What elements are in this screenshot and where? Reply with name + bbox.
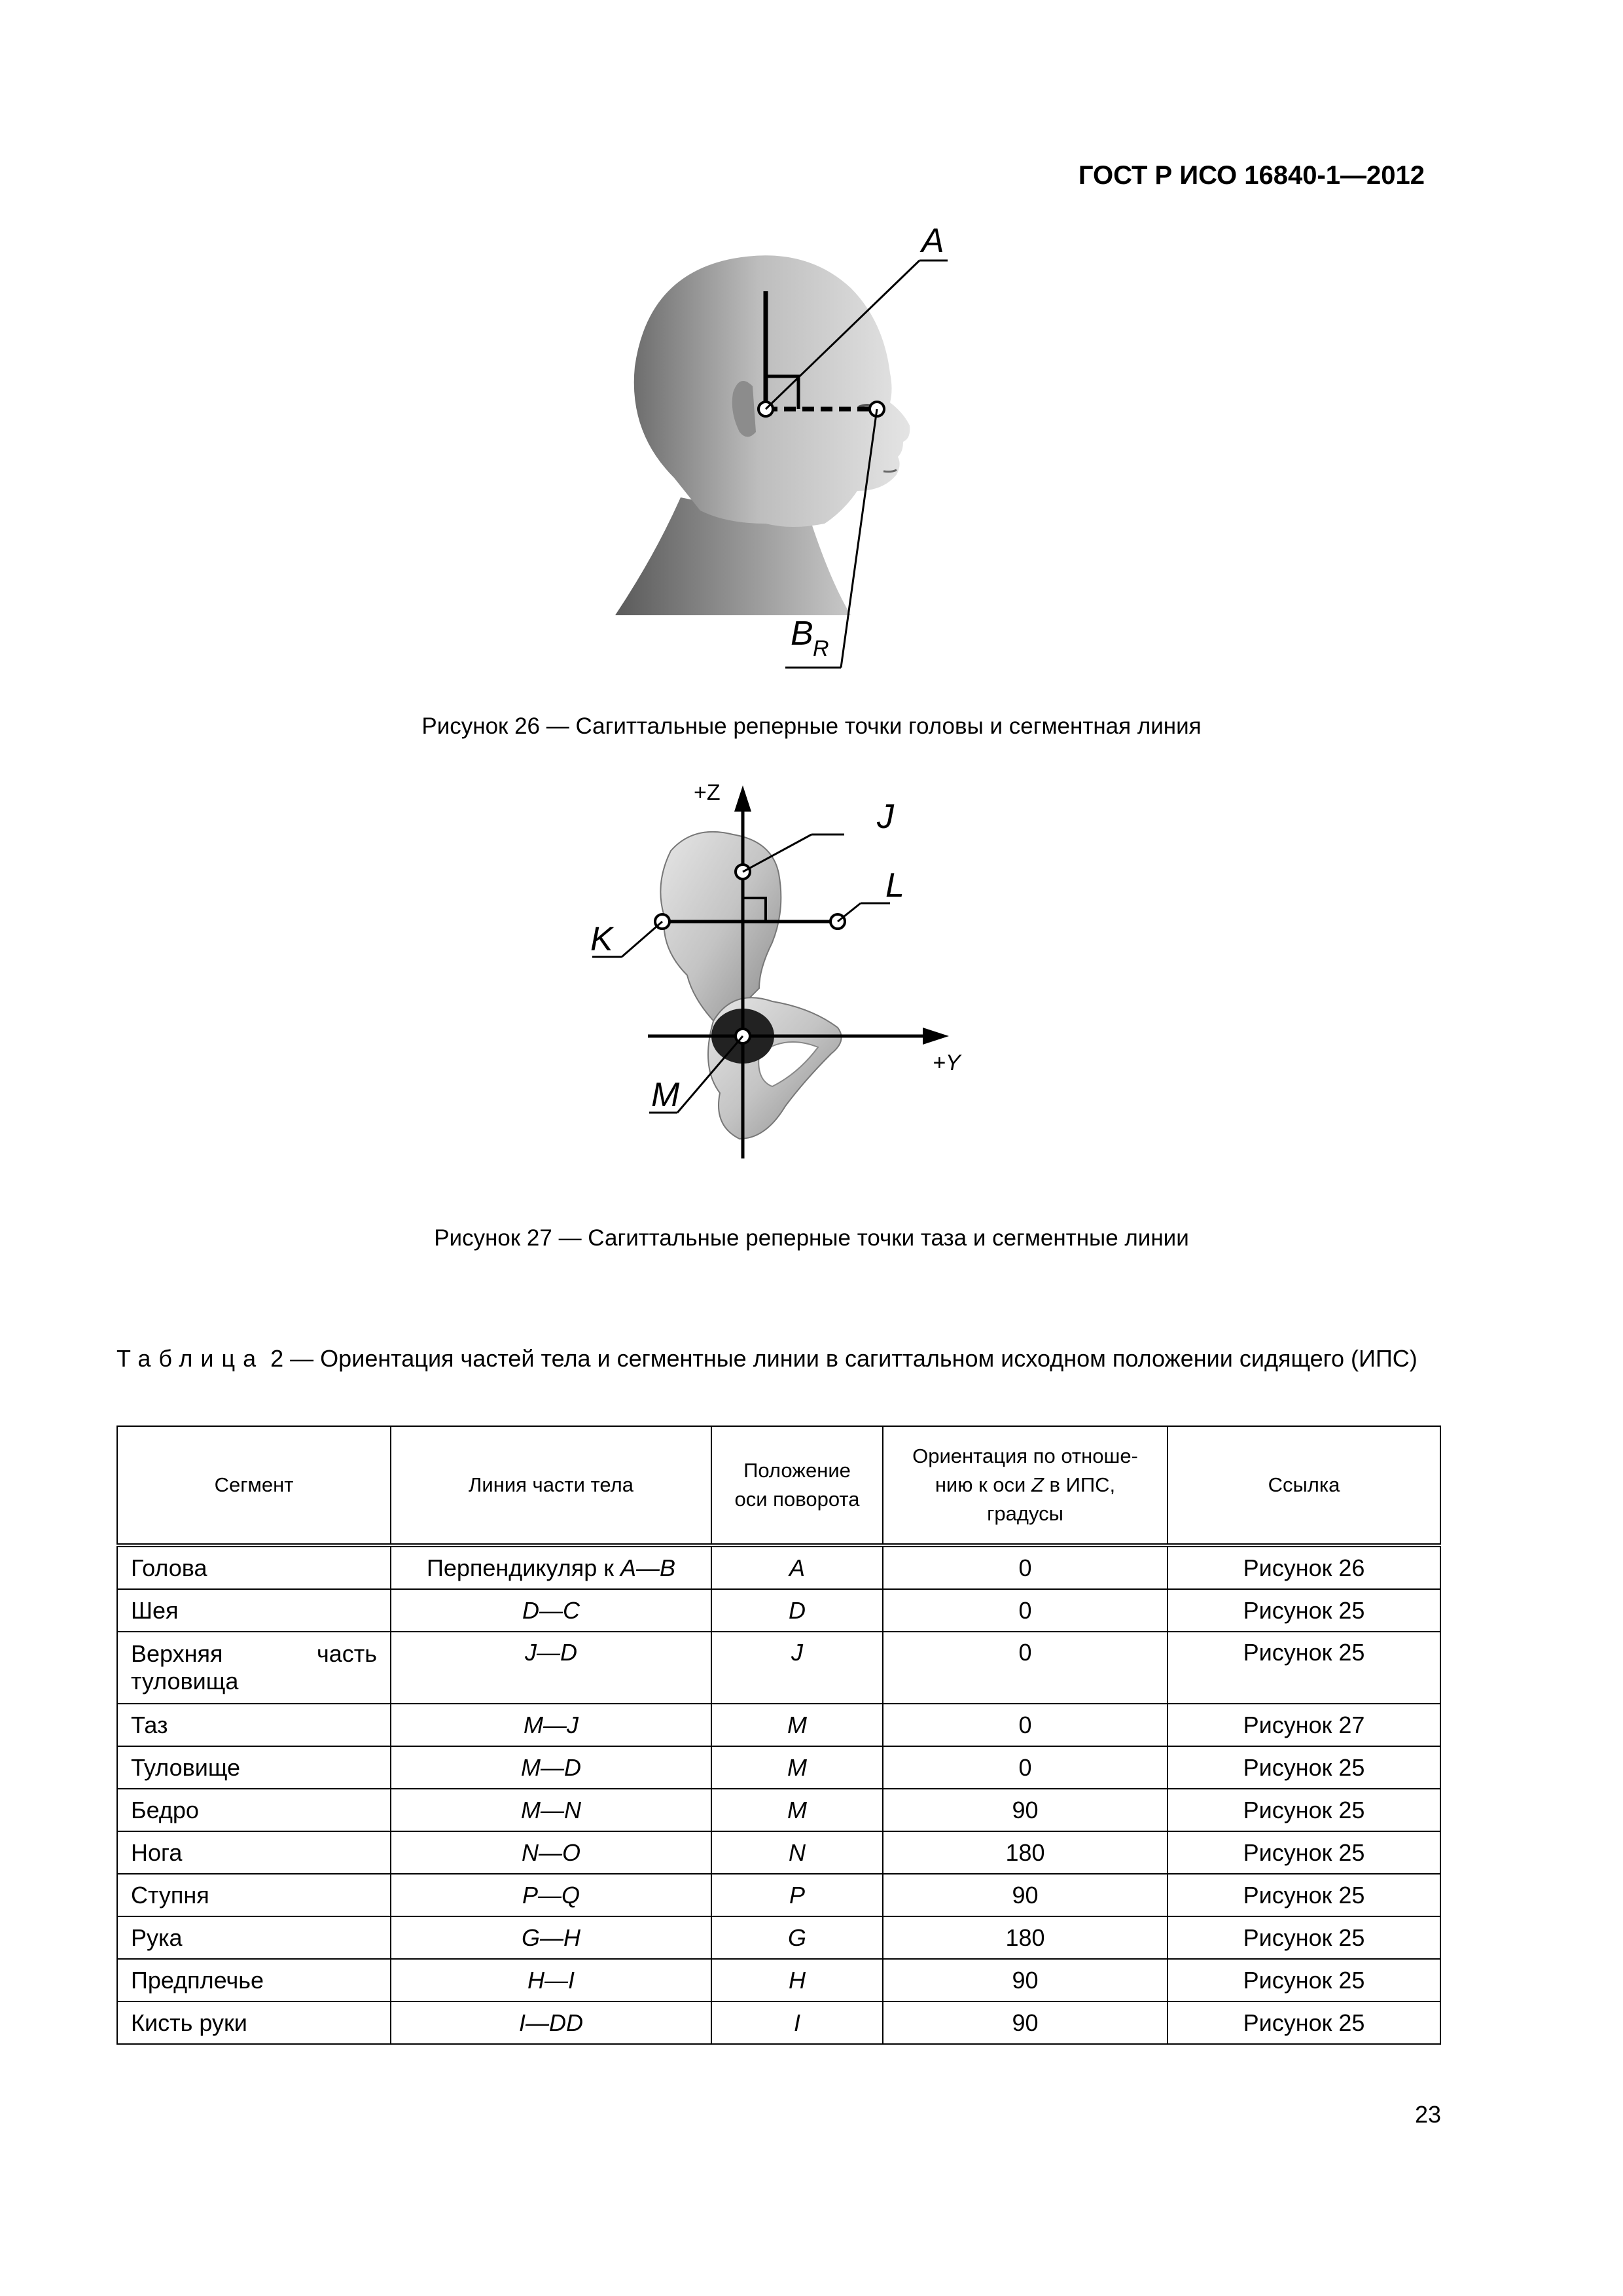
cell-reference: Рисунок 25 <box>1168 1916 1440 1959</box>
head-shape <box>634 255 910 527</box>
label-l: L <box>885 867 904 905</box>
cell-reference: Рисунок 25 <box>1168 1789 1440 1831</box>
column-header-axis: Положение оси поворота <box>711 1426 883 1545</box>
cell-axis: M <box>711 1789 883 1831</box>
cell-axis: J <box>711 1632 883 1704</box>
figure-26 <box>0 0 1623 720</box>
cell-line: H—I <box>391 1959 711 2001</box>
head-illustration <box>576 216 1047 687</box>
cell-segment: Бедро <box>117 1789 391 1831</box>
cell-axis: A <box>711 1545 883 1589</box>
cell-orientation: 0 <box>883 1746 1168 1789</box>
label-m: M <box>651 1076 680 1114</box>
cell-segment: Верхняя часть туловища <box>117 1632 391 1704</box>
page-number: 23 <box>1414 2101 1441 2128</box>
table-row <box>117 1545 1440 1589</box>
table-row <box>117 1746 1440 1789</box>
table-title <box>116 1342 1438 1376</box>
table-title-text: 2 — Ориентация частей тела и сегментные линии в сагиттальном исходном положении сидящего (ИПС) <box>264 1345 1418 1372</box>
column-header-reference: Ссылка <box>1168 1426 1440 1545</box>
figure-27 <box>0 772 1623 1198</box>
cell-orientation: 180 <box>883 1831 1168 1874</box>
table-row <box>117 2001 1440 2044</box>
cell-line: Перпендикуляр к A—B <box>391 1545 711 1589</box>
cell-orientation: 90 <box>883 1959 1168 2001</box>
label-z-axis: +Z <box>694 780 721 805</box>
cell-segment: Туловище <box>117 1746 391 1789</box>
cell-line: M—J <box>391 1704 711 1746</box>
cell-orientation: 0 <box>883 1545 1168 1589</box>
label-k: K <box>590 920 613 958</box>
column-header-line: Линия части тела <box>391 1426 711 1545</box>
cell-axis: G <box>711 1916 883 1959</box>
orientation-table <box>116 1426 1441 2045</box>
cell-line: M—D <box>391 1746 711 1789</box>
cell-orientation: 0 <box>883 1589 1168 1632</box>
leader-l <box>838 903 861 922</box>
cell-orientation: 90 <box>883 1874 1168 1916</box>
cell-line: J—D <box>391 1632 711 1704</box>
cell-reference: Рисунок 25 <box>1168 2001 1440 2044</box>
table-row <box>117 1959 1440 2001</box>
cell-axis: N <box>711 1831 883 1874</box>
table-header-row <box>117 1426 1440 1545</box>
cell-reference: Рисунок 25 <box>1168 1959 1440 2001</box>
cell-segment: Нога <box>117 1831 391 1874</box>
cell-segment: Ступня <box>117 1874 391 1916</box>
cell-segment: Таз <box>117 1704 391 1746</box>
cell-line: N—O <box>391 1831 711 1874</box>
label-y-axis: +Y <box>933 1050 961 1075</box>
column-header-segment: Сегмент <box>117 1426 391 1545</box>
table-title-prefix: Таблица <box>116 1345 264 1372</box>
cell-axis: H <box>711 1959 883 2001</box>
cell-segment: Предплечье <box>117 1959 391 2001</box>
cell-orientation: 90 <box>883 1789 1168 1831</box>
cell-line: I—DD <box>391 2001 711 2044</box>
cell-line: G—H <box>391 1916 711 1959</box>
leader-k <box>622 922 662 957</box>
cell-line: D—C <box>391 1589 711 1632</box>
label-b-subscript: R <box>813 636 829 661</box>
cell-reference: Рисунок 27 <box>1168 1704 1440 1746</box>
label-j: J <box>877 798 894 836</box>
label-a: A <box>921 222 944 260</box>
cell-axis: D <box>711 1589 883 1632</box>
cell-reference: Рисунок 25 <box>1168 1874 1440 1916</box>
table-row <box>117 1589 1440 1632</box>
cell-reference: Рисунок 25 <box>1168 1746 1440 1789</box>
table-row <box>117 1632 1440 1704</box>
cell-reference: Рисунок 26 <box>1168 1545 1440 1589</box>
cell-orientation: 180 <box>883 1916 1168 1959</box>
column-header-orientation: Ориентация по отноше-нию к оси Z в ИПС, градусы <box>883 1426 1168 1545</box>
cell-orientation: 90 <box>883 2001 1168 2044</box>
table-row <box>117 1831 1440 1874</box>
cell-line: P—Q <box>391 1874 711 1916</box>
y-axis-arrow <box>923 1028 949 1045</box>
cell-segment: Рука <box>117 1916 391 1959</box>
cell-segment: Кисть руки <box>117 2001 391 2044</box>
cell-line: M—N <box>391 1789 711 1831</box>
cell-reference: Рисунок 25 <box>1168 1632 1440 1704</box>
figure-26-caption: Рисунок 26 — Сагиттальные реперные точки головы и сегментная линия <box>421 713 1202 739</box>
table-row <box>117 1874 1440 1916</box>
figure-27-caption: Рисунок 27 — Сагиттальные реперные точки таза и сегментные линии <box>434 1225 1189 1251</box>
cell-reference: Рисунок 25 <box>1168 1589 1440 1632</box>
table-row <box>117 1704 1440 1746</box>
table-row <box>117 1916 1440 1959</box>
cell-orientation: 0 <box>883 1704 1168 1746</box>
table-row <box>117 1789 1440 1831</box>
label-b: B <box>791 615 813 653</box>
cell-axis: I <box>711 2001 883 2044</box>
cell-axis: P <box>711 1874 883 1916</box>
cell-orientation: 0 <box>883 1632 1168 1704</box>
z-axis-arrow <box>734 785 751 812</box>
pelvis-illustration <box>563 772 1060 1191</box>
cell-reference: Рисунок 25 <box>1168 1831 1440 1874</box>
cell-axis: M <box>711 1704 883 1746</box>
document-header: ГОСТ Р ИСО 16840-1—2012 <box>1078 161 1425 190</box>
cell-segment: Шея <box>117 1589 391 1632</box>
cell-axis: M <box>711 1746 883 1789</box>
cell-segment: Голова <box>117 1545 391 1589</box>
